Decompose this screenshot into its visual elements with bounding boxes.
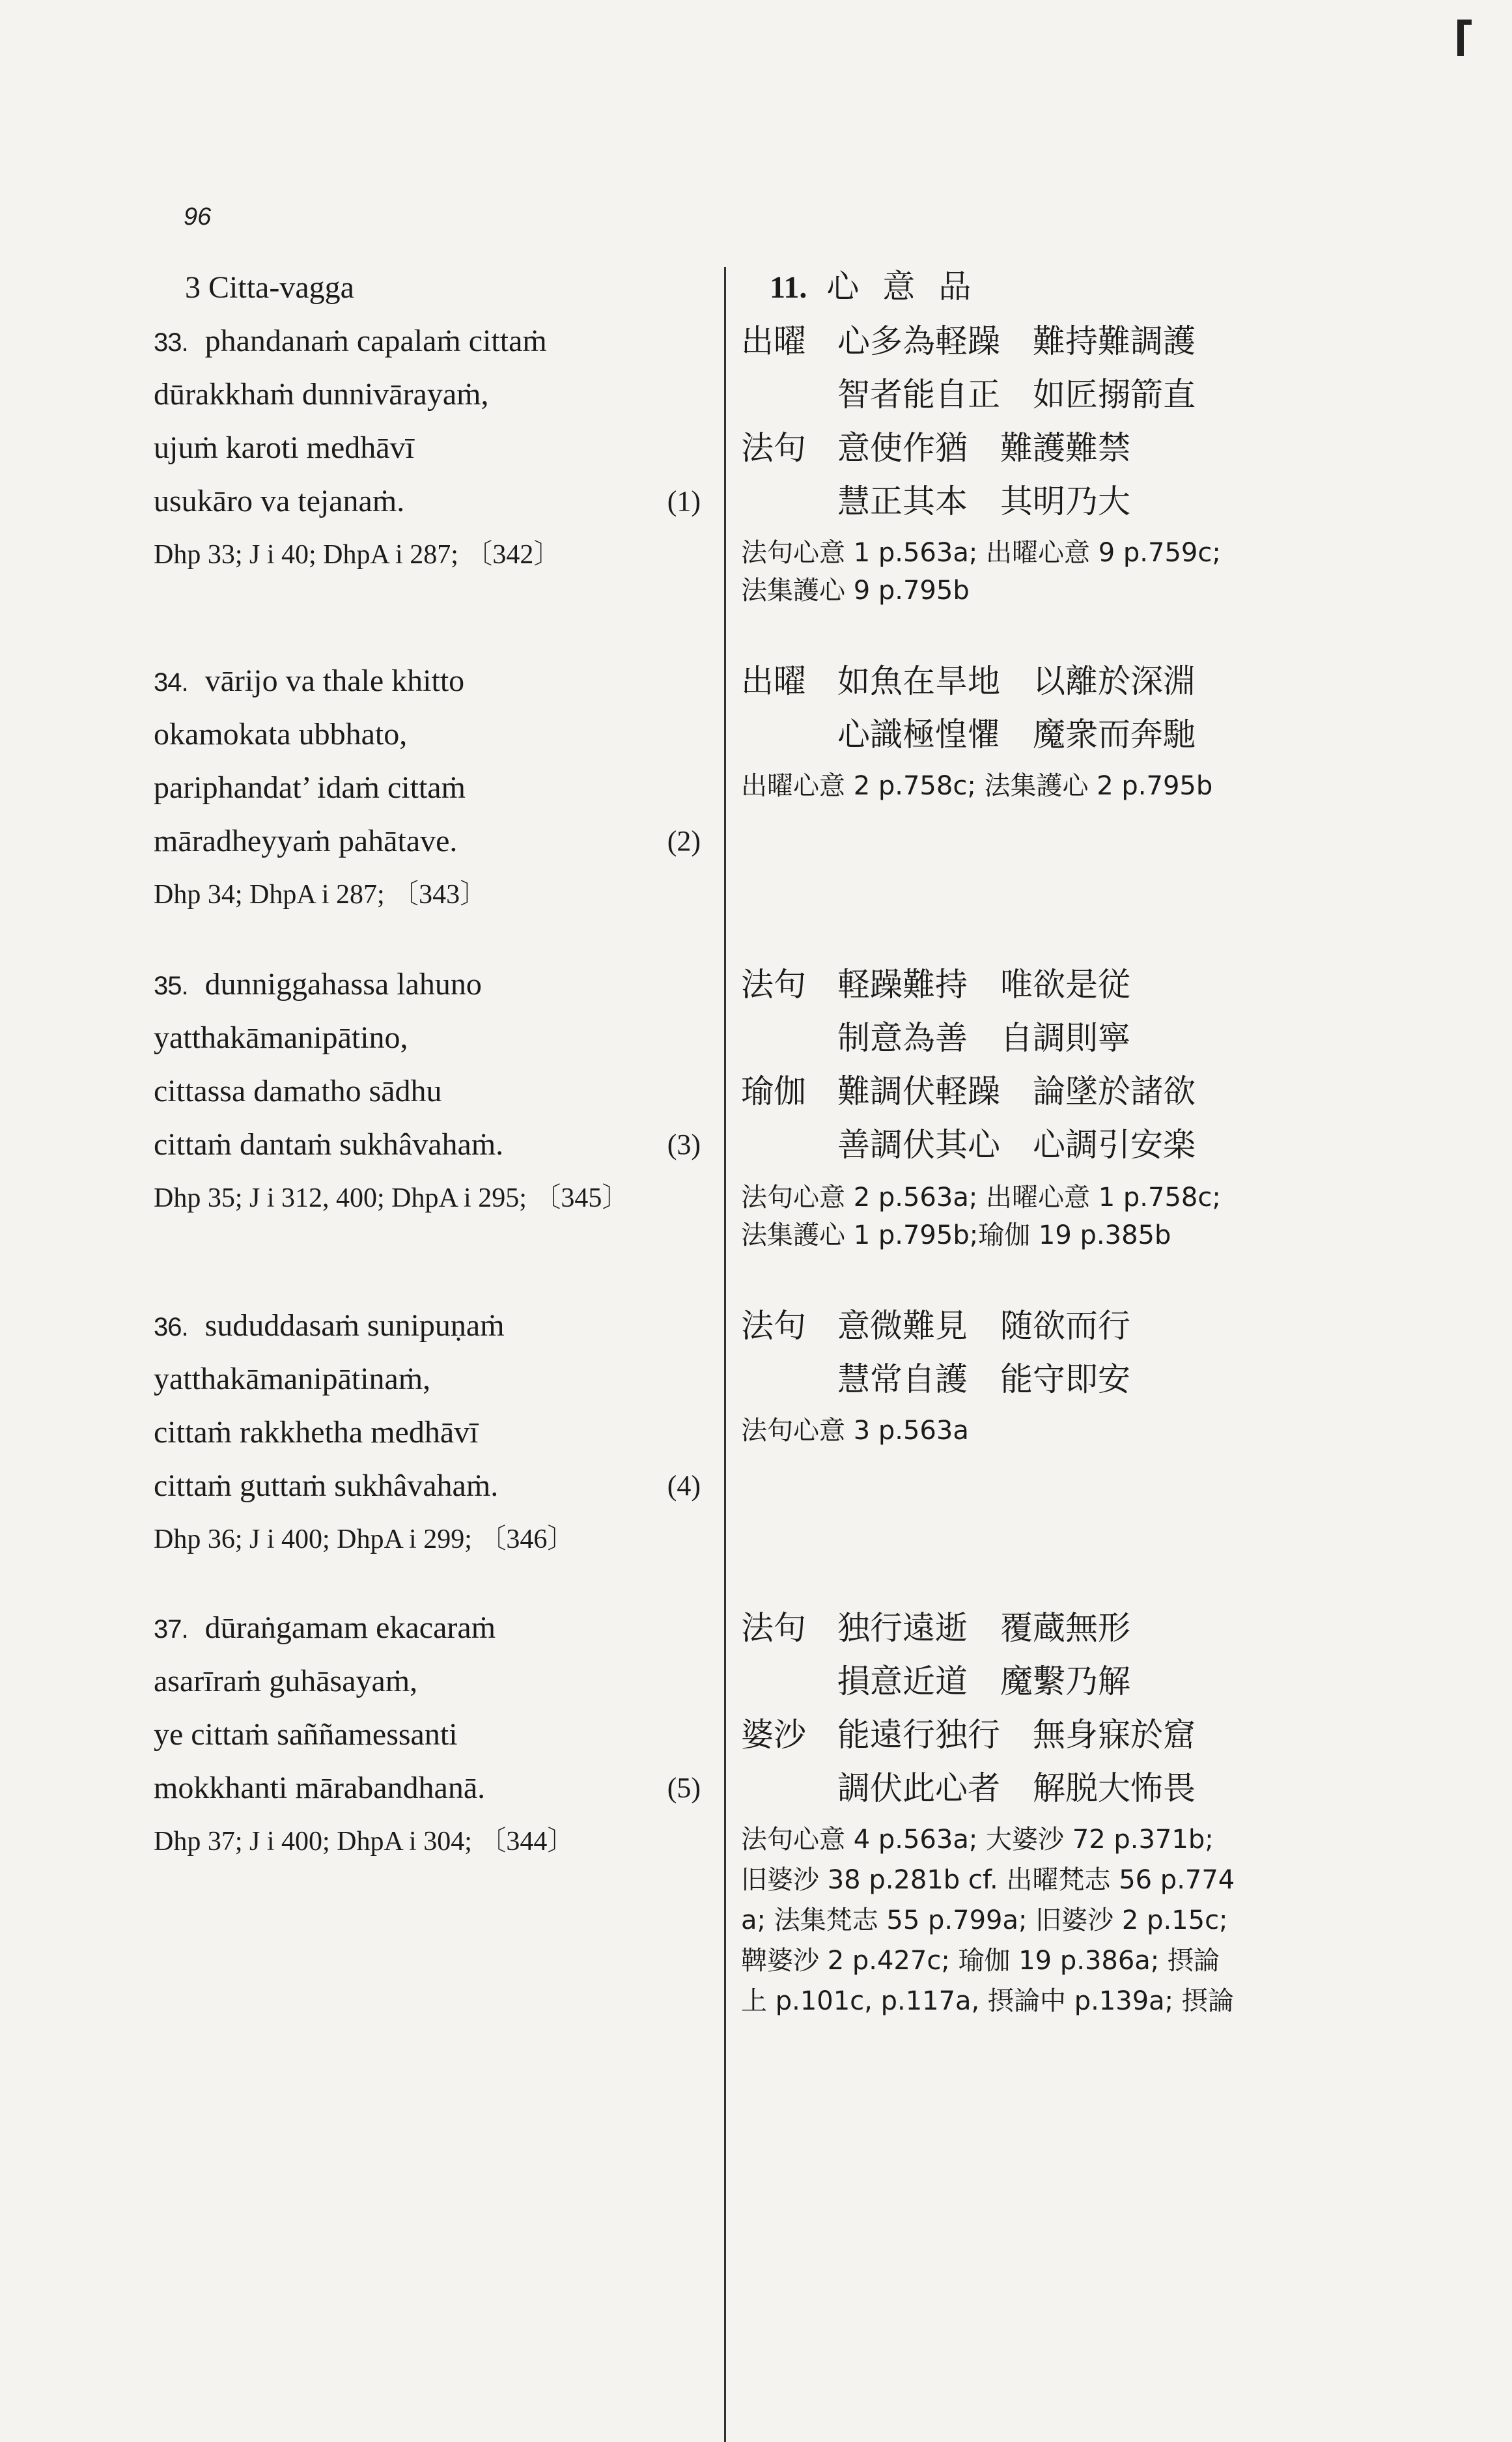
parallel-line: 法句 意使作猶 難護難禁 — [741, 429, 1130, 467]
page-number: 96 — [184, 203, 212, 231]
parallel-reference: 法集護心 9 p.795b — [741, 576, 970, 606]
parallel-line: 法句 軽躁難持 唯欲是従 — [741, 966, 1130, 1003]
parallel-line: 慧常自護 能守即安 — [837, 1360, 1130, 1398]
verse-line: 35. dunniggahassa lahuno — [154, 967, 482, 1002]
verse-marker: (2) — [667, 825, 701, 857]
verse-line: yatthakāmanipātinaṁ, — [154, 1362, 431, 1396]
verse-line: dūrakkhaṁ dunnivārayaṁ, — [154, 377, 489, 412]
verse-line: mokkhanti mārabandhanā. (5) — [154, 1769, 701, 1808]
parallel-line: 出曜 心多為軽躁 難持難調護 — [741, 322, 1196, 360]
parallel-line: 慧正其本 其明乃大 — [837, 483, 1130, 520]
verse-line: 36. sududdasaṁ sunipuṇaṁ — [154, 1308, 505, 1343]
verse-line: asarīraṁ guhāsayaṁ, — [154, 1664, 418, 1698]
verse-number: 37. — [154, 1615, 188, 1644]
parallel-line: 心識極惶懼 魔衆而奔馳 — [837, 716, 1196, 753]
verse-line: 33. phandanaṁ capalaṁ cittaṁ — [154, 324, 547, 358]
verse-number: 33. — [154, 328, 188, 357]
verse-line: cittaṁ guttaṁ sukhâvahaṁ. (4) — [154, 1467, 701, 1506]
parallel-reference: 法句心意 4 p.563a; 大婆沙 72 p.371b; — [741, 1825, 1214, 1855]
parallel-reference: 旧婆沙 38 p.281b cf. 出曜梵志 56 p.774 — [741, 1865, 1235, 1895]
parallel-reference: 法句心意 3 p.563a — [741, 1416, 969, 1446]
verse-reference: Dhp 33; J i 40; DhpA i 287; 〔342〕 — [154, 540, 561, 570]
verse-number: 34. — [154, 668, 188, 697]
verse-line: ujuṁ karoti medhāvī — [154, 430, 414, 465]
parallel-reference: 出曜心意 2 p.758c; 法集護心 2 p.795b — [741, 771, 1213, 801]
verse-line: okamokata ubbhato, — [154, 717, 408, 751]
parallel-line: 瑜伽 難調伏軽躁 論墜於諸欲 — [741, 1073, 1196, 1110]
verse-line: 37. dūraṅgamam ekacaraṁ — [154, 1610, 496, 1645]
parallel-reference: 上 p.101c, p.117a, 摂論中 p.139a; 摂論 — [741, 1986, 1234, 2016]
verse-line: yatthakāmanipātino, — [154, 1020, 408, 1055]
verse-marker: (1) — [667, 485, 701, 517]
parallel-line: 法句 意微難見 随欲而行 — [741, 1307, 1130, 1345]
verse-line: usukāro va tejanaṁ. (1) — [154, 482, 701, 521]
parallel-reference: 法句心意 1 p.563a; 出曜心意 9 p.759c; — [741, 538, 1221, 568]
verse-reference: Dhp 35; J i 312, 400; DhpA i 295; 〔345〕 — [154, 1183, 630, 1213]
corner-mark — [1457, 20, 1464, 56]
parallel-reference: 法集護心 1 p.795b;瑜伽 19 p.385b — [741, 1220, 1171, 1250]
verse-marker: (5) — [667, 1772, 701, 1804]
parallel-line: 制意為善 自調則寧 — [837, 1019, 1130, 1057]
verse-line: cittaṁ dantaṁ sukhâvahaṁ. (3) — [154, 1125, 701, 1164]
parallel-line: 善調伏其心 心調引安楽 — [837, 1126, 1196, 1164]
verse-marker: (4) — [667, 1470, 701, 1502]
verse-line: cittaṁ rakkhetha medhāvī — [154, 1415, 479, 1450]
parallel-line: 調伏此心者 解脱大怖畏 — [837, 1769, 1196, 1807]
verse-reference: Dhp 37; J i 400; DhpA i 304; 〔344〕 — [154, 1827, 575, 1857]
parallel-reference: 鞞婆沙 2 p.427c; 瑜伽 19 p.386a; 摂論 — [741, 1946, 1220, 1976]
parallel-reference: a; 法集梵志 55 p.799a; 旧婆沙 2 p.15c; — [741, 1905, 1228, 1935]
verse-line: 34. vārijo va thale khitto — [154, 664, 465, 698]
parallel-reference: 法句心意 2 p.563a; 出曜心意 1 p.758c; — [741, 1183, 1221, 1213]
verse-number: 35. — [154, 972, 188, 1000]
parallel-line: 婆沙 能遠行独行 無身寐於窟 — [741, 1716, 1196, 1754]
verse-reference: Dhp 34; DhpA i 287; 〔343〕 — [154, 880, 488, 910]
verse-line: cittassa damatho sādhu — [154, 1074, 442, 1108]
parallel-line: 智者能自正 如匠搦箭直 — [837, 376, 1196, 414]
chapter-heading-cjk: 11. 心意品 — [770, 268, 995, 305]
verse-line: pariphandat’ idaṁ cittaṁ — [154, 770, 466, 805]
verse-line: māradheyyaṁ pahātave. (2) — [154, 822, 701, 861]
verse-number: 36. — [154, 1313, 188, 1341]
chapter-heading: 3 Citta-vagga — [185, 270, 354, 305]
parallel-line: 出曜 如魚在旱地 以離於深淵 — [741, 662, 1196, 700]
parallel-line: 損意近道 魔繫乃解 — [837, 1663, 1130, 1700]
column-divider — [724, 267, 726, 2442]
verse-line: ye cittaṁ saññamessanti — [154, 1717, 458, 1752]
verse-marker: (3) — [667, 1129, 701, 1160]
parallel-line: 法句 独行遠逝 覆蔵無形 — [741, 1609, 1130, 1647]
verse-reference: Dhp 36; J i 400; DhpA i 299; 〔346〕 — [154, 1524, 575, 1554]
